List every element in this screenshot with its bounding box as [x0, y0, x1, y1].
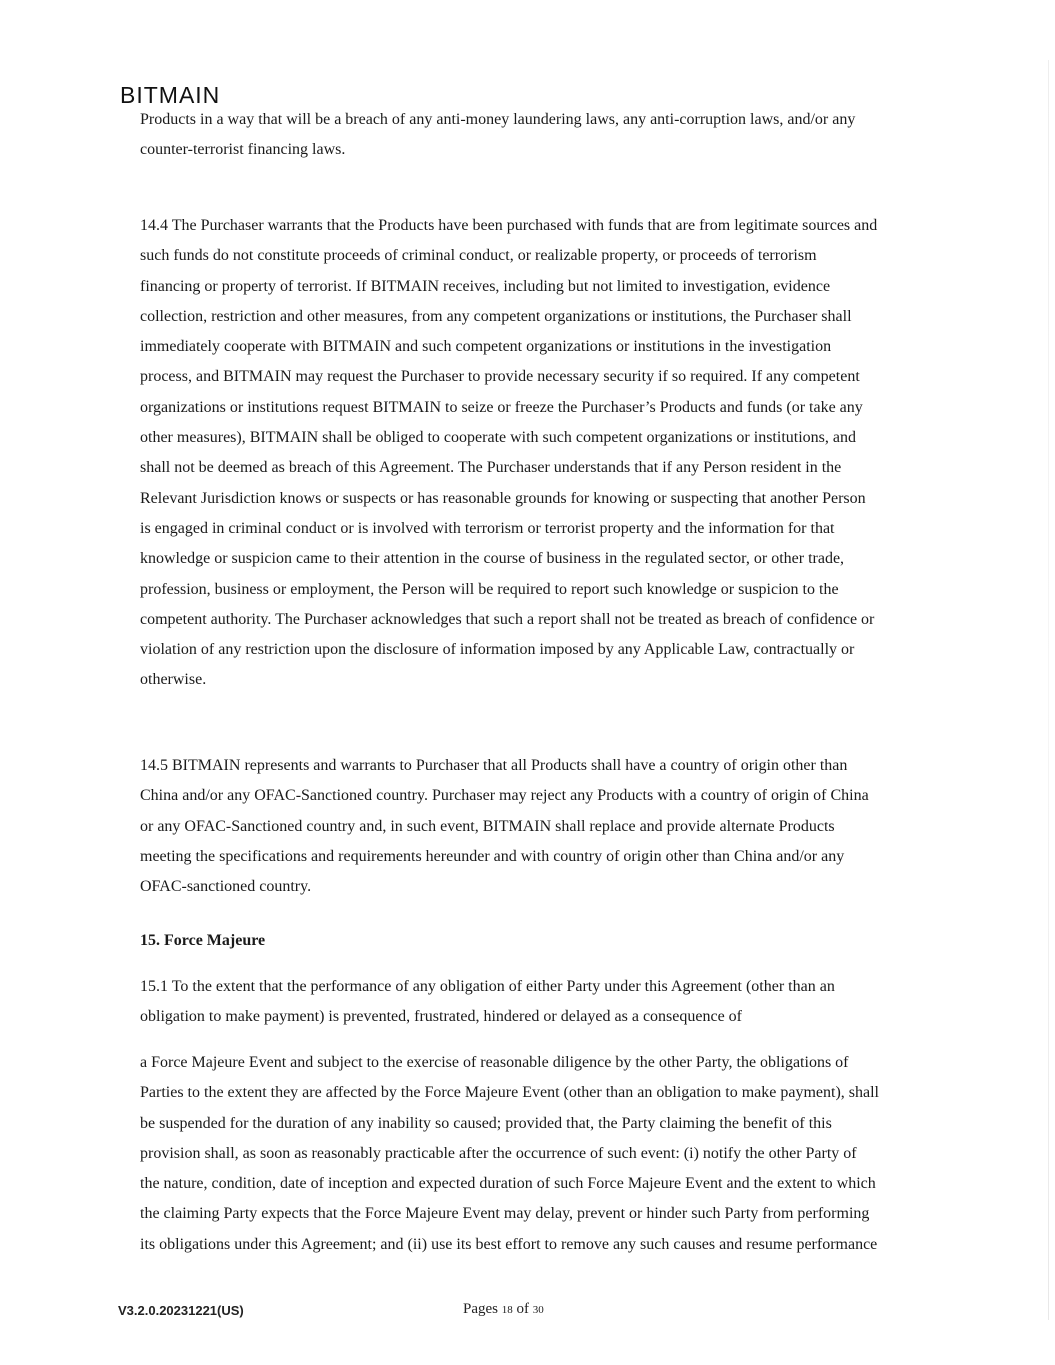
- paragraph-14-4: 14.4 The Purchaser warrants that the Products have been purchased with funds that are from legitimate sources and such funds do not constitute proceeds of criminal conduct, or realizable property, or proceeds of terrorism financing or property of terrorist. If BITMAIN receives, including but not limited to investigation, evidence collection, restriction and other measures, from any competent organizations or institutions, the Purchaser shall immediately cooperate with BITMAIN and such competent organizations or institutions in the investigation process, and BITMAIN may request the Purchaser to provide necessary security if so required. If any competent organizations or institutions request BITMAIN to seize or freeze the Purchaser’s Products and funds (or take any other measures), BITMAIN shall be obliged to cooperate with such competent organizations or institutions, and shall not be deemed as breach of this Agreement. The Purchaser understands that if any Person resident in the Relevant Jurisdiction knows or suspects or has reasonable grounds for knowing or suspecting that another Person is engaged in criminal conduct or is involved with terrorism or terrorist property and the information for that knowledge or suspicion came to their attention in the course of business in the regulated sector, or other trade, profession, business or employment, the Person will be required to report such knowledge or suspicion to the competent authority. The Purchaser acknowledges that such a report shall not be treated as breach of confidence or violation of any restriction upon the disclosure of information imposed by any Applicable Law, contractually or otherwise.: [140, 217, 878, 689]
- of-label: of: [516, 1301, 529, 1317]
- page-number: [463, 1301, 544, 1318]
- total-pages: 30: [532, 1304, 544, 1316]
- paragraph-continued: Products in a way that will be a breach of any anti-money laundering laws, any anti-corruption laws, and/or any counter-terrorist financing laws.: [140, 111, 856, 159]
- scan-edge-mark: [1048, 60, 1049, 1320]
- paragraph-15-1-continued: a Force Majeure Event and subject to the exercise of reasonable diligence by the other Party, the obligations of Parties to the extent they are affected by the Force Majeure Event (other than an obligation to make payment), shall be suspended for the duration of any inability so caused; provided that, the Party claiming the benefit of this provision shall, as soon as reasonably practicable after the occurrence of such event: (i) notify the other Party of the nature, condition, date of inception and expected duration of such Force Majeure Event and the extent to which the claiming Party expects that the Force Majeure Event may delay, prevent or hinder such Party from performing its obligations under this Agreement; and (ii) use its best effort to remove any such causes and resume performance: [140, 1054, 879, 1253]
- version-label: V3.2.0.20231221(US): [118, 1303, 244, 1318]
- bitmain-logo: BITMAIN: [120, 82, 221, 108]
- paragraph-15-1: 15.1 To the extent that the performance of any obligation of either Party under this Agreement (other than an obligation to make payment) is prevented, frustrated, hindered or delayed as a consequence of: [140, 978, 835, 1026]
- current-page: 18: [501, 1304, 513, 1316]
- section-heading-15: 15. Force Majeure: [140, 932, 266, 949]
- paragraph-14-5: 14.5 BITMAIN represents and warrants to Purchaser that all Products shall have a country of origin other than China and/or any OFAC-Sanctioned country. Purchaser may reject any Products with a country of origin of China or any OFAC-Sanctioned country and, in such event, BITMAIN shall replace and provide alternate Products meeting the specifications and requirements hereunder and with country of origin other than China and/or any OFAC-sanctioned country.: [140, 757, 869, 896]
- pages-label: Pages: [463, 1301, 498, 1317]
